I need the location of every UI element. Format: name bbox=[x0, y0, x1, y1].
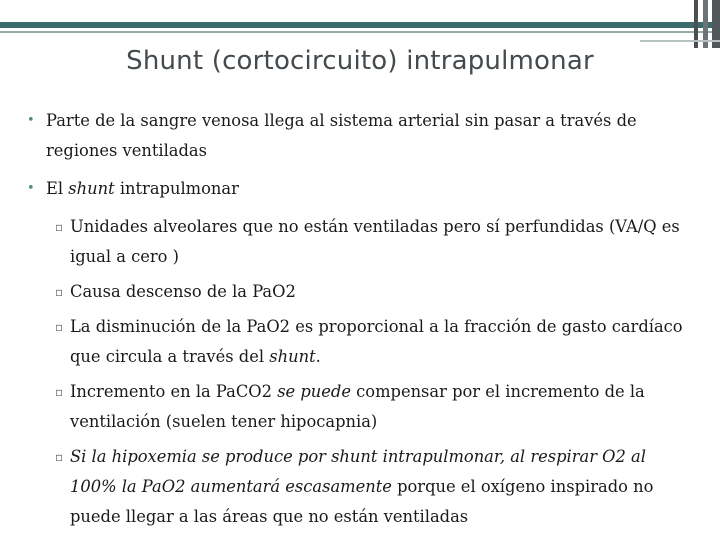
sub-bullet-text-post: porque el oxígeno inspirado no puede llegar a las áreas que no están ventiladas bbox=[70, 477, 654, 526]
sub-bullet-item bbox=[55, 212, 692, 272]
sub-bullet-icon: ▫ bbox=[55, 450, 64, 464]
sub-bullet-text-emphasis: se puede bbox=[277, 382, 351, 401]
sub-bullet-item bbox=[55, 277, 692, 307]
slide-title: Shunt (cortocircuito) intrapulmonar bbox=[126, 46, 594, 76]
header-rule bbox=[0, 31, 720, 33]
sub-bullet-icon: ▫ bbox=[55, 385, 64, 399]
sub-bullet-text-post: compensar por el incremento de la ventilación (suelen tener hipocapnia) bbox=[70, 382, 645, 431]
sub-bullet-text-pre: Incremento en la PaCO2 bbox=[70, 382, 278, 401]
sub-bullet-icon: ▫ bbox=[55, 220, 64, 234]
bullet-item bbox=[27, 174, 688, 204]
bullet-icon: • bbox=[27, 181, 35, 196]
sub-bullet-text-post: . bbox=[315, 347, 321, 366]
bullet-text-pre: El bbox=[46, 179, 69, 198]
sub-bullet-text-emphasis: Si la hipoxemia se produce por shunt intrapulmonar, al respirar O2 al 100% la PaO2 aumentará escasamente bbox=[70, 447, 646, 496]
bullet-item bbox=[27, 106, 688, 166]
sub-bullet-text: Unidades alveolares que no están ventiladas pero sí perfundidas (VA/Q es igual a cero ) bbox=[70, 217, 680, 266]
header-band bbox=[0, 22, 720, 28]
sub-bullet-icon: ▫ bbox=[55, 285, 64, 299]
bullet-text: Parte de la sangre venosa llega al sistema arterial sin pasar a través de regiones ventiladas bbox=[46, 111, 637, 160]
top-decoration bbox=[0, 0, 720, 24]
sub-bullet-item bbox=[55, 312, 692, 372]
sub-bullet-text: Causa descenso de la PaO2 bbox=[70, 282, 296, 301]
bullet-icon: • bbox=[27, 113, 35, 128]
bullet-text-emphasis: shunt bbox=[68, 179, 115, 198]
slide-body bbox=[0, 106, 720, 537]
sub-bullet-text-emphasis: shunt bbox=[269, 347, 316, 366]
bullet-text-post: intrapulmonar bbox=[114, 179, 239, 198]
sub-bullet-item bbox=[55, 442, 692, 532]
sub-bullet-item bbox=[55, 377, 692, 437]
sub-bullet-icon: ▫ bbox=[55, 320, 64, 334]
corner-rule bbox=[640, 40, 720, 42]
sub-bullet-text-pre: La disminución de la PaO2 es proporcional a la fracción de gasto cardíaco que circula a través del bbox=[70, 317, 683, 366]
